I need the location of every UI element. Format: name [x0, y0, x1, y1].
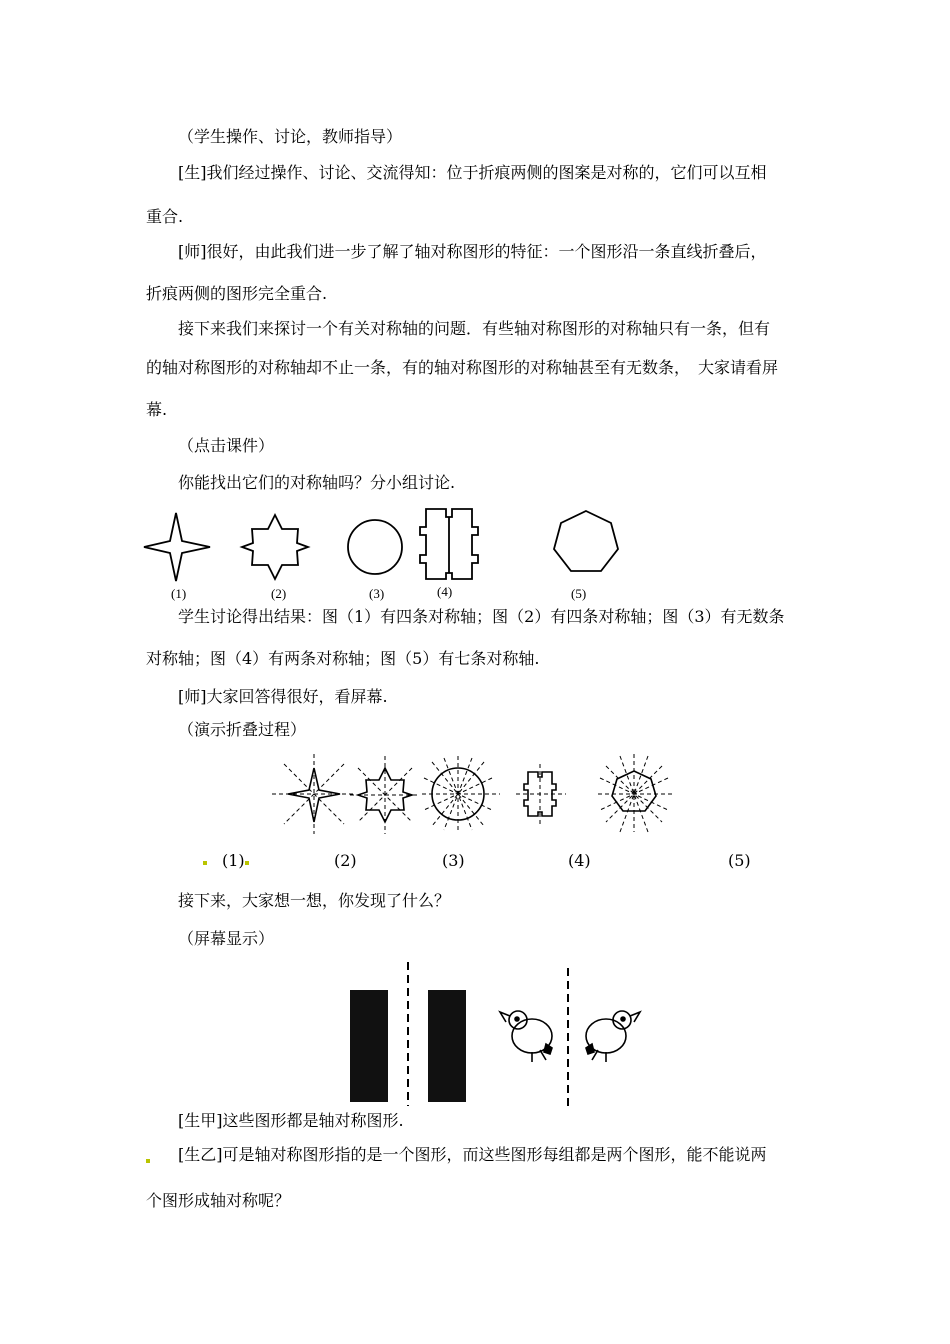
paragraph: [师]很好，由此我们进一步了解了轴对称图形的特征：一个图形沿一条直线折叠后， — [178, 242, 767, 261]
marker-dot — [146, 1159, 150, 1163]
figure-label: (2) — [271, 586, 287, 601]
paragraph: [生甲]这些图形都是轴对称图形. — [178, 1111, 404, 1130]
black-rectangle-right — [428, 990, 466, 1102]
paragraph: 学生讨论得出结果：图（1）有四条对称轴；图（2）有四条对称轴；图（3）有无数条 — [178, 607, 785, 626]
figure-label: (5) — [571, 586, 587, 601]
figure-label: (3) — [442, 851, 465, 870]
paragraph: （点击课件） — [178, 436, 275, 455]
paragraph: （屏幕显示） — [178, 929, 275, 948]
paragraph: 折痕两侧的图形完全重合. — [146, 284, 328, 303]
figure-label: (2) — [334, 851, 357, 870]
figure-label: (1) — [171, 586, 187, 601]
figure-label: (4) — [437, 584, 453, 599]
shapes-figure — [140, 505, 640, 605]
heptagon-shape — [554, 511, 618, 571]
paragraph: （演示折叠过程） — [178, 720, 307, 739]
figure-label: (5) — [728, 851, 751, 870]
mirror-pairs-figure — [340, 958, 650, 1108]
paragraph: （学生操作、讨论，教师指导） — [178, 127, 403, 146]
paragraph: 接下来我们来探讨一个有关对称轴的问题．有些轴对称图形的对称轴只有一条，但有 — [178, 319, 771, 338]
paragraph: 接下来，大家想一想，你发现了什么？ — [178, 891, 451, 910]
chick-right — [586, 1011, 640, 1062]
figure-label: (3) — [369, 586, 385, 601]
circle-shape — [348, 520, 402, 574]
marker-dot — [203, 861, 207, 865]
figure-label: (1) — [222, 851, 245, 870]
paragraph: 幕. — [146, 400, 168, 419]
chick-left — [500, 1011, 552, 1062]
figure-label: (4) — [568, 851, 591, 870]
paragraph: 的轴对称图形的对称轴却不止一条，有的轴对称图形的对称轴甚至有无数条， 大家请看屏 — [146, 358, 779, 377]
marker-dot — [245, 861, 249, 865]
black-rectangle-left — [350, 990, 388, 1102]
four-point-star — [144, 513, 210, 581]
paragraph: [生乙]可是轴对称图形指的是一个图形，而这些图形每组都是两个图形，能不能说两 — [178, 1145, 767, 1164]
eight-point-star — [242, 515, 308, 579]
paragraph: [师]大家回答得很好，看屏幕. — [178, 687, 388, 706]
paragraph: 重合. — [146, 207, 184, 226]
symmetry-axes-figure — [270, 752, 680, 836]
paragraph: 对称轴；图（4）有两条对称轴；图（5）有七条对称轴. — [146, 649, 540, 668]
paragraph: 个图形成轴对称呢？ — [146, 1191, 291, 1210]
paragraph: 你能找出它们的对称轴吗？分小组讨论. — [178, 473, 456, 492]
paragraph: [生]我们经过操作、讨论、交流得知：位于折痕两侧的图案是对称的，它们可以互相 — [178, 163, 767, 182]
